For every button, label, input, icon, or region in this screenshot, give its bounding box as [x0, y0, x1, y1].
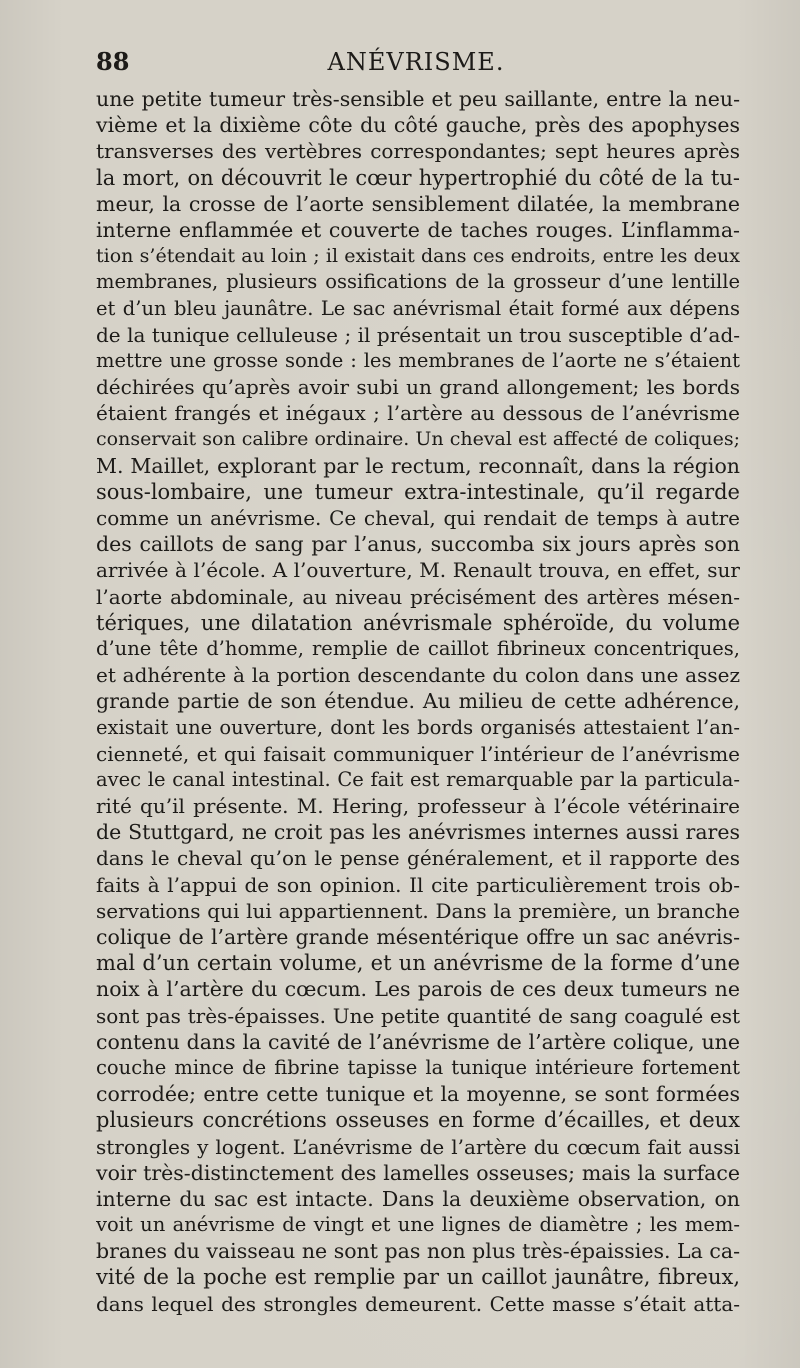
text-line: l’aorte abdominale, au niveau précisément des artères mésen-: [96, 584, 740, 609]
text-line: d’une tête d’homme, remplie de caillot fibrineux concentriques,: [96, 636, 740, 660]
text-line: sont pas très-épaisses. Une petite quantité de sang coagulé est: [96, 1003, 740, 1028]
body-text: [96, 86, 740, 1317]
text-line: une petite tumeur très-sensible et peu saillante, entre la neu-: [96, 87, 740, 111]
text-line: existait une ouverture, dont les bords organisés attestaient l’an-: [96, 715, 740, 739]
text-line: déchirées qu’après avoir subi un grand allongement; les bords: [96, 375, 740, 400]
text-line: de la tunique celluleuse ; il présentait un trou susceptible d’ad-: [96, 322, 740, 347]
text-line: mal d’un certain volume, et un anévrisme de la forme d’une: [96, 951, 740, 976]
running-title: ANÉVRISME.: [327, 48, 505, 76]
text-line: interne enflammée et couverte de taches rouges. L’inflamma-: [96, 217, 740, 242]
text-line: faits à l’appui de son opinion. Il cite particulièrement trois ob-: [96, 872, 740, 897]
running-head: [96, 44, 736, 80]
text-line: strongles y logent. L’anévrisme de l’artère du cœcum fait aussi: [96, 1134, 740, 1159]
text-line: noix à l’artère du cœcum. Les parois de ces deux tumeurs ne: [96, 977, 740, 1002]
text-line: arrivée à l’école. A l’ouverture, M. Renault trouva, en effet, sur: [96, 558, 740, 583]
text-line: tériques, une dilatation anévrismale sphéroïde, du volume: [96, 610, 740, 635]
text-line: meur, la crosse de l’aorte sensiblement dilatée, la membrane: [96, 191, 740, 216]
text-line: branes du vaisseau ne sont pas non plus très-épaissies. La ca-: [96, 1239, 740, 1264]
text-line: et d’un bleu jaunâtre. Le sac anévrismal était formé aux dépens: [96, 296, 740, 320]
text-line: couche mince de fibrine tapisse la tunique intérieure fortement: [96, 1055, 740, 1079]
text-line: M. Maillet, explorant par le rectum, reconnaît, dans la région: [96, 453, 740, 478]
text-line: voir très-distinctement des lamelles osseuses; mais la surface: [96, 1160, 740, 1185]
text-line: cienneté, et qui faisait communiquer l’intérieur de l’anévrisme: [96, 741, 740, 766]
text-line: et adhérente à la portion descendante du colon dans une assez: [96, 663, 740, 688]
text-line: plusieurs concrétions osseuses en forme d’écailles, et deux: [96, 1108, 740, 1133]
text-line: la mort, on découvrit le cœur hypertrophié du côté de la tu-: [96, 165, 740, 190]
text-line: grande partie de son étendue. Au milieu de cette adhérence,: [96, 689, 740, 714]
text-line: voit un anévrisme de vingt et une lignes de diamètre ; les mem-: [96, 1213, 740, 1237]
text-line: vité de la poche est remplie par un caillot jaunâtre, fibreux,: [96, 1265, 740, 1290]
text-line: interne du sac est intacte. Dans la deuxième observation, on: [96, 1186, 740, 1211]
text-line: dans le cheval qu’on le pense généralement, et il rapporte des: [96, 846, 740, 871]
text-line: dans lequel des strongles demeurent. Cette masse s’était atta-: [96, 1291, 740, 1316]
text-line: colique de l’artère grande mésentérique offre un sac anévris-: [96, 925, 740, 949]
text-line: rité qu’il présente. M. Hering, professeur à l’école vétérinaire: [96, 794, 740, 819]
text-line: de Stuttgard, ne croit pas les anévrismes internes aussi rares: [96, 820, 740, 845]
text-line: servations qui lui appartiennent. Dans la première, un branche: [96, 898, 740, 923]
text-line: transverses des vertèbres correspondantes; sept heures après: [96, 139, 740, 164]
text-line: étaient frangés et inégaux ; l’artère au dessous de l’anévrisme: [96, 401, 740, 426]
text-line: comme un anévrisme. Ce cheval, qui rendait de temps à autre: [96, 506, 740, 530]
text-line: conservait son calibre ordinaire. Un cheval est affecté de coliques;: [96, 428, 740, 451]
text-line: contenu dans la cavité de l’anévrisme de l’artère colique, une: [96, 1029, 740, 1054]
text-line: tion s’étendait au loin ; il existait dans ces endroits, entre les deux: [96, 245, 740, 268]
text-line: sous-lombaire, une tumeur extra-intestinale, qu’il regarde: [96, 479, 740, 504]
text-line: corrodée; entre cette tunique et la moyenne, se sont formées: [96, 1082, 740, 1107]
text-line: mettre une grosse sonde : les membranes de l’aorte ne s’étaient: [96, 348, 740, 372]
text-line: membranes, plusieurs ossifications de la grosseur d’une lentille: [96, 270, 740, 294]
text-line: des caillots de sang par l’anus, succomba six jours après son: [96, 532, 740, 557]
page-number: 88: [96, 47, 130, 76]
text-line: avec le canal intestinal. Ce fait est remarquable par la particula-: [96, 767, 740, 791]
text-line: vième et la dixième côte du côté gauche, près des apophyses: [96, 113, 740, 138]
